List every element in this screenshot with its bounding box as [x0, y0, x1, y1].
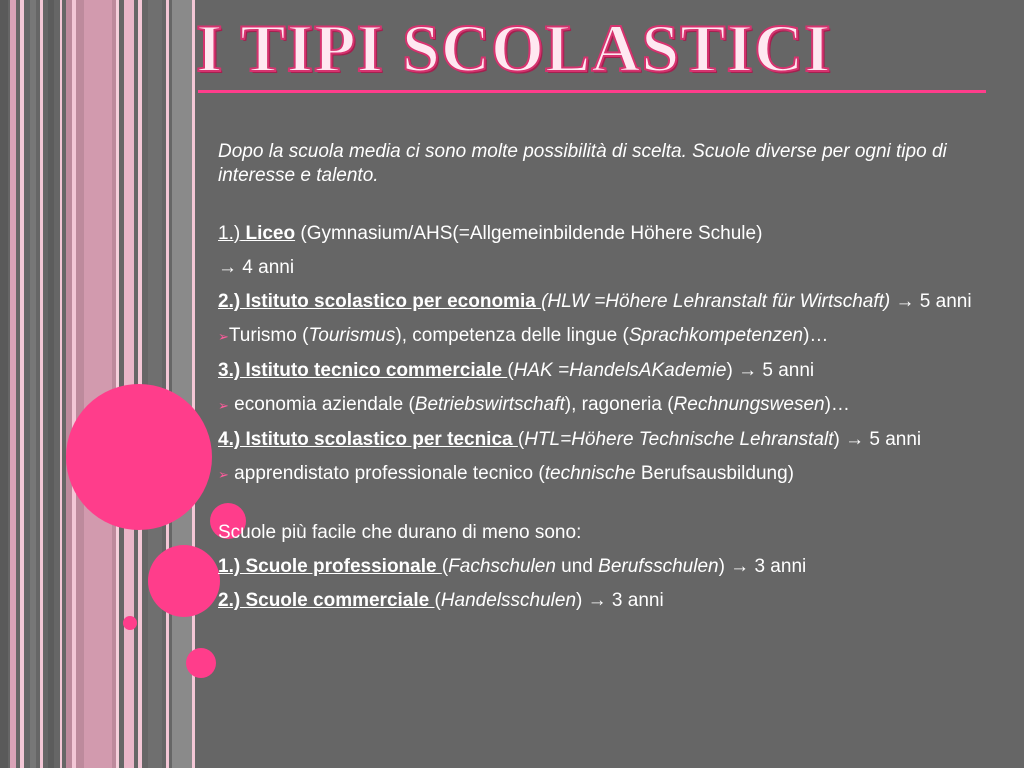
item-detail: HTL=Höhere Technische Lehranstalt: [524, 429, 834, 450]
paren: ): [833, 429, 840, 450]
sub-item-turismo: [218, 324, 1018, 349]
decor-circle-medium: [148, 545, 220, 617]
decorative-stripes: [0, 0, 200, 768]
sub-text: )…: [824, 394, 850, 415]
sub-text-italic: Betriebswirtschaft: [414, 394, 565, 415]
paren: (: [517, 429, 525, 450]
slide-content: [218, 140, 1018, 623]
item-duration: → 4 anni: [218, 257, 295, 278]
shorter-schools-intro: Scuole più facile che durano di meno sono:: [218, 522, 582, 543]
item-duration: → 5 anni: [839, 429, 922, 450]
sub-text: apprendistato professionale tecnico (: [228, 463, 545, 484]
item-name: 3.) Istituto tecnico commerciale: [218, 360, 508, 381]
sub-text-italic: Sprachkompetenzen: [628, 325, 804, 346]
item-name: 1.) Scuole professionale: [218, 556, 442, 577]
slide-title: I TIPI SCOLASTICI: [196, 10, 832, 86]
item-duration: → 5 anni: [732, 360, 815, 381]
item-htl: [218, 428, 1018, 452]
item-name: Liceo: [245, 223, 296, 244]
decor-circle-large: [66, 384, 212, 530]
item-name: 2.) Istituto scolastico per economia: [218, 291, 542, 312]
sub-item-economia-aziendale: [218, 393, 1018, 418]
sub-text-italic: technische: [544, 463, 636, 484]
item-economia: [218, 290, 1018, 314]
sub-text: economia aziendale (: [228, 394, 415, 415]
item-liceo: [218, 222, 1018, 246]
bullet-arrow-icon: ➢: [218, 467, 229, 482]
sub-text: )…: [803, 325, 829, 346]
sub-text: Turismo (: [228, 325, 309, 346]
paren: (: [507, 360, 514, 381]
item-name: 2.) Scuole commerciale: [218, 590, 435, 611]
sub-item-apprendistato: [218, 462, 1018, 487]
sub-text: Berufsausbildung): [635, 463, 794, 484]
sub-text-italic: Rechnungswesen: [673, 394, 825, 415]
short-item-professionale: [218, 555, 1018, 579]
sub-text-italic: Tourismus: [308, 325, 396, 346]
item-hak: [218, 359, 1018, 383]
item-duration: → 3 anni: [724, 556, 807, 577]
item-duration: → 3 anni: [582, 590, 664, 611]
item-duration: → 5 anni: [890, 291, 972, 312]
item-detail-join: und: [555, 556, 599, 577]
item-number: 1.): [218, 223, 241, 244]
item-detail: (HLW =Höhere Lehranstalt für Wirtschaft): [541, 291, 891, 312]
decor-circle-dot-2: [186, 648, 216, 678]
intro-text: Dopo la scuola media ci sono molte possibilità di scelta. Scuole diverse per ogni tipo di interesse e talento.: [218, 141, 947, 186]
decor-circle-dot: [123, 616, 137, 630]
paren: (: [434, 590, 441, 611]
title-underline: [198, 90, 986, 93]
paren: ): [718, 556, 725, 577]
item-detail: Fachschulen: [448, 556, 556, 577]
paren: (: [441, 556, 449, 577]
item-name: 4.) Istituto scolastico per tecnica: [218, 429, 518, 450]
bullet-arrow-icon: ➢: [218, 398, 229, 413]
item-detail: Berufsschulen: [598, 556, 719, 577]
sub-text: ), competenza delle lingue (: [395, 325, 629, 346]
item-rest: (Gymnasium/AHS(=Allgemeinbildende Höhere Schule): [295, 223, 763, 244]
paren: ): [726, 360, 733, 381]
bullet-arrow-icon: ➢: [218, 329, 229, 344]
sub-text: ), ragoneria (: [564, 394, 674, 415]
item-detail: Handelsschulen: [440, 590, 577, 611]
item-detail: HAK =HandelsAKademie: [513, 360, 727, 381]
short-item-commerciale: [218, 589, 1018, 613]
paren: ): [576, 590, 583, 611]
